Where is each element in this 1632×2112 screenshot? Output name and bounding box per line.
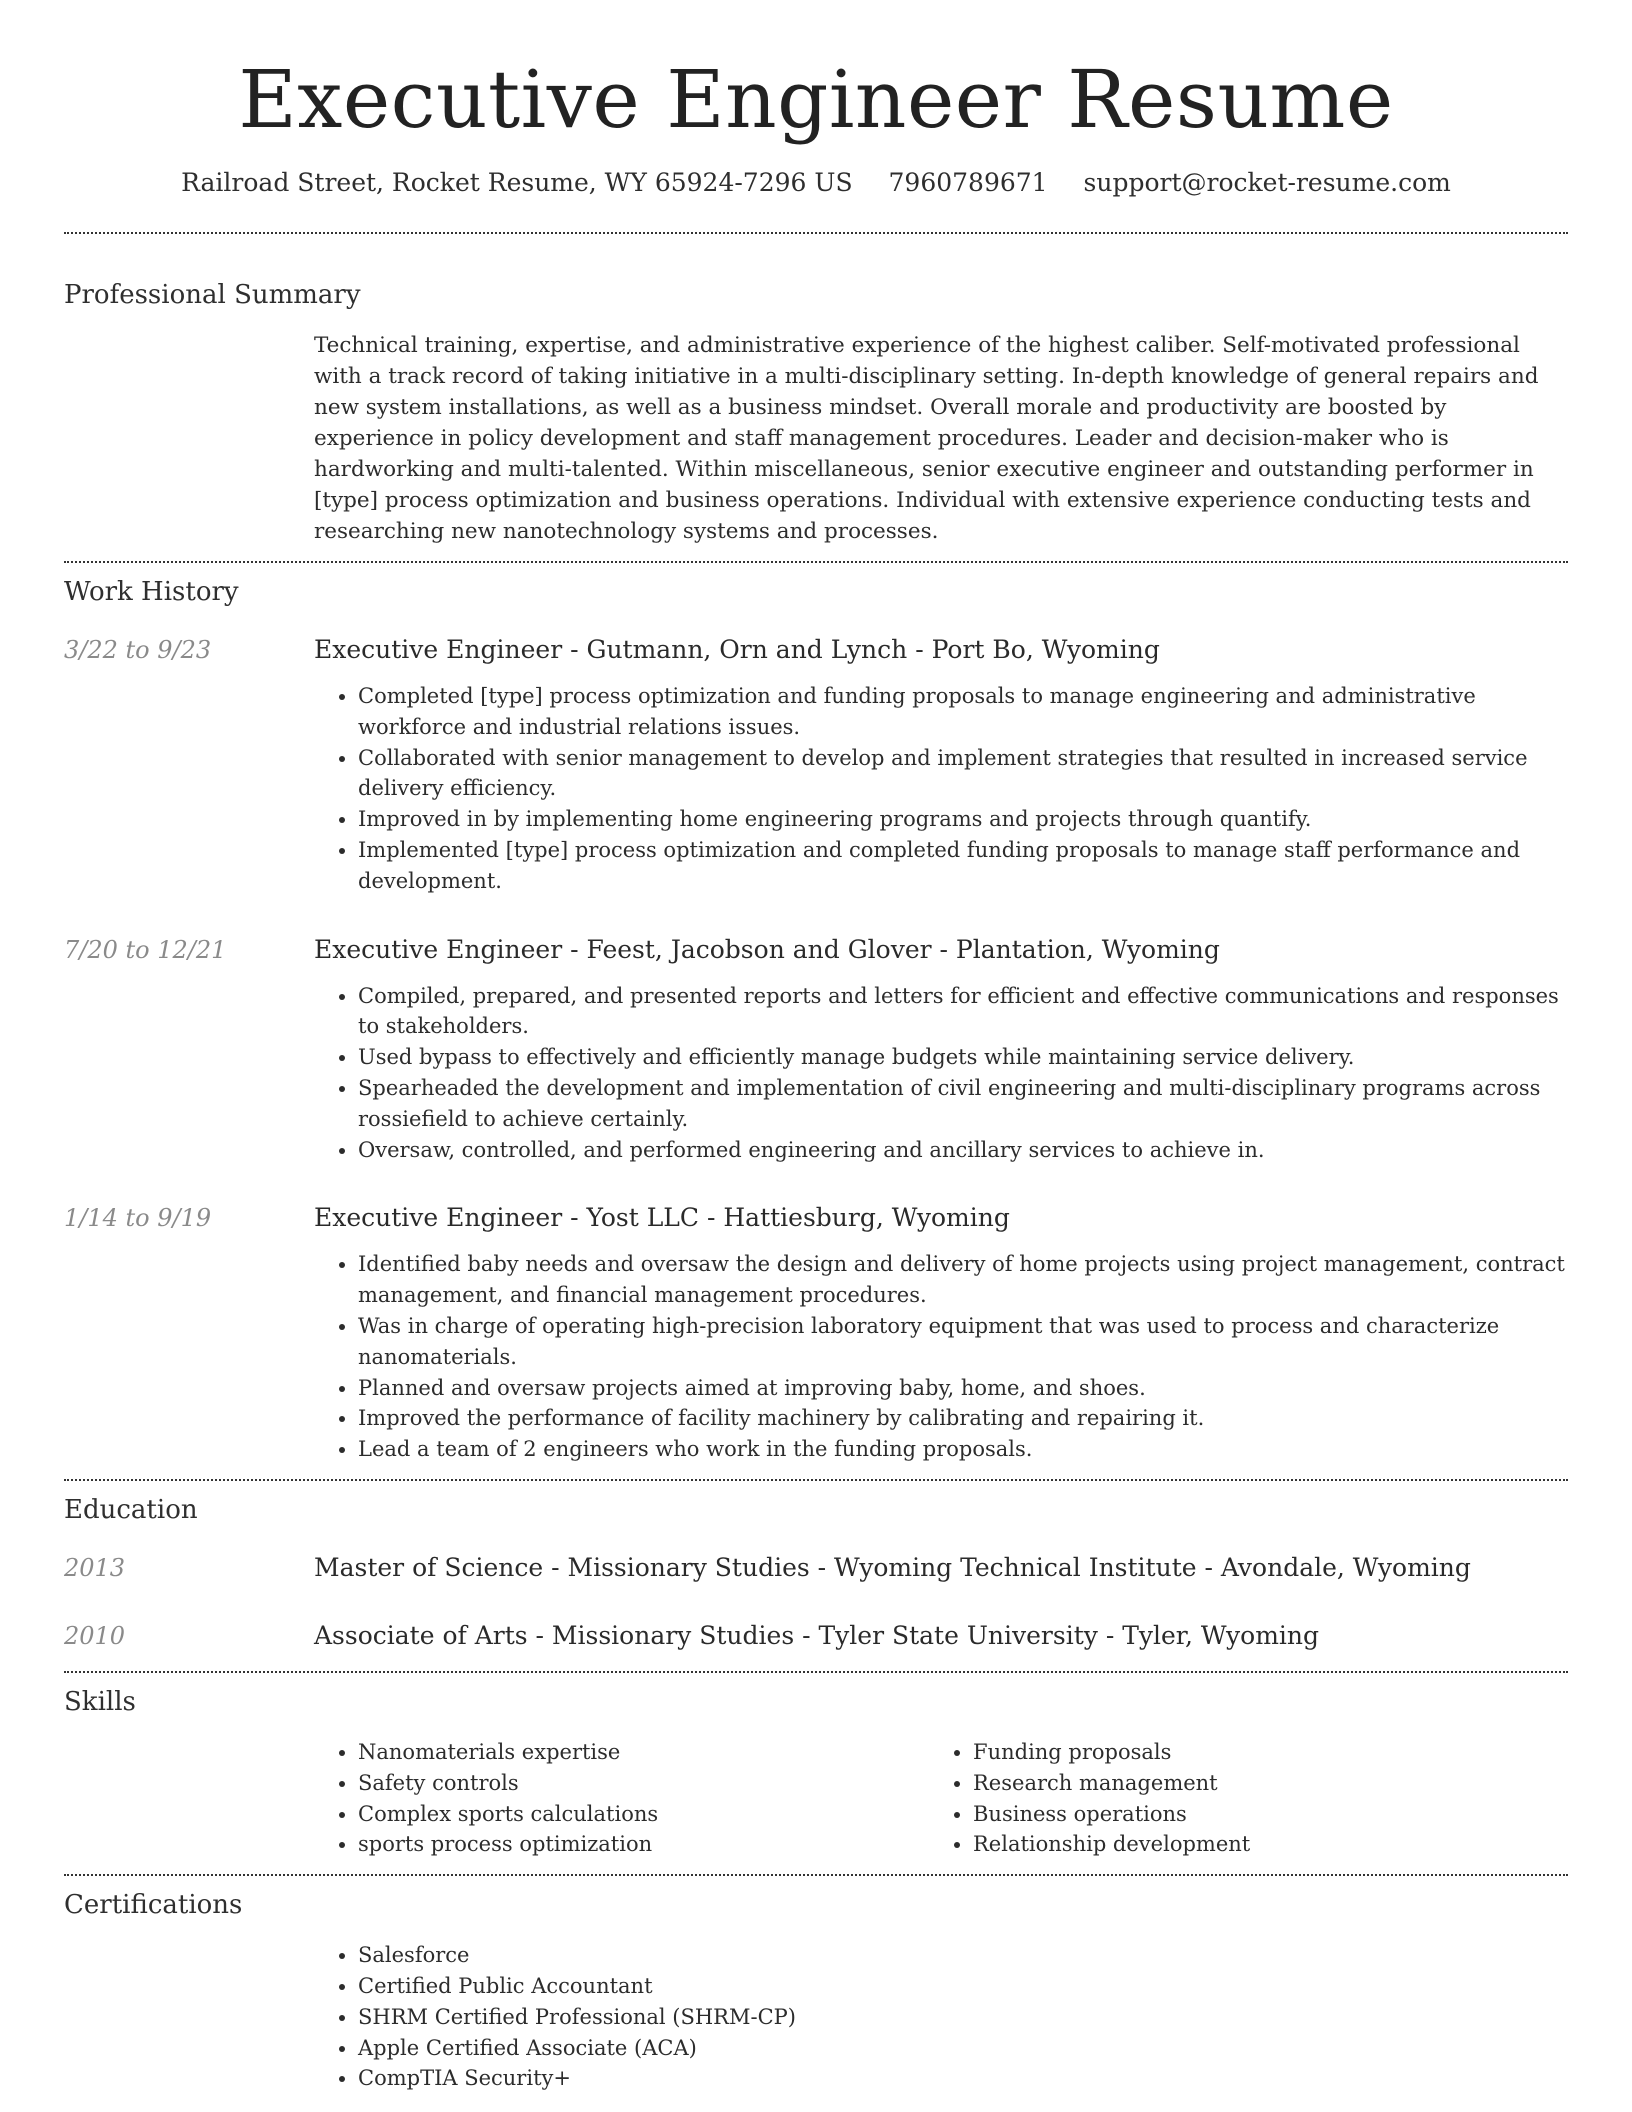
job-entry <box>64 633 1568 897</box>
list-item: • Compiled, prepared, and presented reports and letters for efficient and effective communications and responses to stakeholders. <box>358 981 1568 1043</box>
work-history-section <box>64 575 1568 1465</box>
list-item: • Certified Public Accountant <box>358 1971 1568 2002</box>
skills-grid <box>314 1737 1568 1860</box>
section-divider <box>64 232 1568 234</box>
job-bullets <box>314 981 1568 1166</box>
list-item: • Spearheaded the development and implementation of civil engineering and multi-disciplinary programs across rossiefield to achieve certainly. <box>358 1073 1568 1135</box>
summary-heading: Professional Summary <box>64 280 361 310</box>
contact-phone: 7960789671 <box>888 168 1048 197</box>
job-bullets <box>314 681 1568 897</box>
summary-section <box>64 278 1568 547</box>
list-item: • Lead a team of 2 engineers who work in the funding proposals. <box>358 1434 1568 1465</box>
list-item: • Planned and oversaw projects aimed at improving baby, home, and shoes. <box>358 1373 1568 1404</box>
job-title: Executive Engineer - Feest, Jacobson and Glover - Plantation, Wyoming <box>314 934 1220 964</box>
education-degree: Master of Science - Missionary Studies - Wyoming Technical Institute - Avondale, Wyoming <box>314 1552 1471 1582</box>
list-item: • sports process optimization <box>358 1829 929 1860</box>
job-dates: 3/22 to 9/23 <box>64 636 212 664</box>
list-item: • Relationship development <box>973 1829 1544 1860</box>
list-item: • Business operations <box>973 1799 1544 1830</box>
skills-list-right <box>929 1737 1544 1860</box>
list-item: • Used bypass to effectively and efficiently manage budgets while maintaining service delivery. <box>358 1042 1568 1073</box>
list-item: • Completed [type] process optimization and funding proposals to manage engineering and administrative workforce and industrial relations issues. <box>358 681 1568 743</box>
summary-left-spacer <box>64 330 314 547</box>
job-entry <box>64 1201 1568 1465</box>
resume-page <box>64 0 1568 2112</box>
list-item: • Complex sports calculations <box>358 1799 929 1830</box>
work-history-heading: Work History <box>64 577 239 607</box>
list-item: • Funding proposals <box>973 1737 1544 1768</box>
list-item: • Nanomaterials expertise <box>358 1737 929 1768</box>
contact-address: Railroad Street, Rocket Resume, WY 65924-7296 US <box>181 168 853 197</box>
job-bullets <box>314 1249 1568 1465</box>
job-title: Executive Engineer - Yost LLC - Hattiesburg, Wyoming <box>314 1203 1010 1233</box>
section-divider <box>64 1671 1568 1673</box>
list-item: • Oversaw, controlled, and performed engineering and ancillary services to achieve in. <box>358 1135 1568 1166</box>
list-item: • Collaborated with senior management to develop and implement strategies that resulted in increased service delivery efficiency. <box>358 743 1568 805</box>
job-title: Executive Engineer - Gutmann, Orn and Lynch - Port Bo, Wyoming <box>314 635 1160 664</box>
list-item: • Apple Certified Associate (ACA) <box>358 2033 1568 2064</box>
certifications-left-spacer <box>64 1940 314 2094</box>
education-year: 2010 <box>64 1621 126 1650</box>
education-section <box>64 1493 1568 1653</box>
education-degree: Associate of Arts - Missionary Studies - Tyler State University - Tyler, Wyoming <box>314 1620 1320 1650</box>
section-divider <box>64 1479 1568 1481</box>
list-item: • Safety controls <box>358 1768 929 1799</box>
section-divider <box>64 561 1568 563</box>
contact-email: support@rocket-resume.com <box>1083 168 1451 197</box>
education-entry <box>64 1619 1568 1653</box>
education-year: 2013 <box>64 1553 126 1582</box>
list-item: • Improved the performance of facility machinery by calibrating and repairing it. <box>358 1403 1568 1434</box>
job-dates: 7/20 to 12/21 <box>64 935 227 964</box>
list-item: • SHRM Certified Professional (SHRM-CP) <box>358 2002 1568 2033</box>
contact-line <box>64 166 1568 200</box>
list-item: • Implemented [type] process optimization and completed funding proposals to manage staff performance and development. <box>358 835 1568 897</box>
job-dates: 1/14 to 9/19 <box>64 1204 212 1233</box>
skills-heading: Skills <box>64 1686 136 1717</box>
summary-text: Technical training, expertise, and administrative experience of the highest caliber. Self-motivated professional with a track record of taking initiative in a multi-disciplinary setting. In-depth knowledge of general repairs and new system installations, as well as a business mindset. Overall morale and productivity are boosted by experience in policy development and staff management procedures. Leader and decision-maker who is hardworking and multi-talented. Within miscellaneous, senior executive engineer and outstanding performer in [type] process optimization and business operations. Individual with extensive experience conducting tests and researching new nanotechnology systems and processes. <box>314 333 1539 544</box>
certifications-section <box>64 1888 1568 2094</box>
certifications-heading: Certifications <box>64 1890 243 1921</box>
resume-title: Executive Engineer Resume <box>238 53 1394 146</box>
education-heading: Education <box>64 1494 198 1525</box>
job-entry <box>64 933 1568 1166</box>
list-item: • Salesforce <box>358 1940 1568 1971</box>
list-item: • Research management <box>973 1768 1544 1799</box>
skills-list-left <box>314 1737 929 1860</box>
section-divider <box>64 1874 1568 1876</box>
education-entry <box>64 1551 1568 1585</box>
list-item: • Identified baby needs and oversaw the design and delivery of home projects using project management, contract management, and financial management procedures. <box>358 1249 1568 1311</box>
list-item: • CompTIA Security+ <box>358 2063 1568 2094</box>
certifications-list <box>314 1940 1568 2094</box>
skills-left-spacer <box>64 1737 314 1860</box>
list-item: • Was in charge of operating high-precision laboratory equipment that was used to process and characterize nanomaterials. <box>358 1311 1568 1373</box>
list-item: • Improved in by implementing home engineering programs and projects through quantify. <box>358 804 1568 835</box>
skills-section <box>64 1685 1568 1860</box>
